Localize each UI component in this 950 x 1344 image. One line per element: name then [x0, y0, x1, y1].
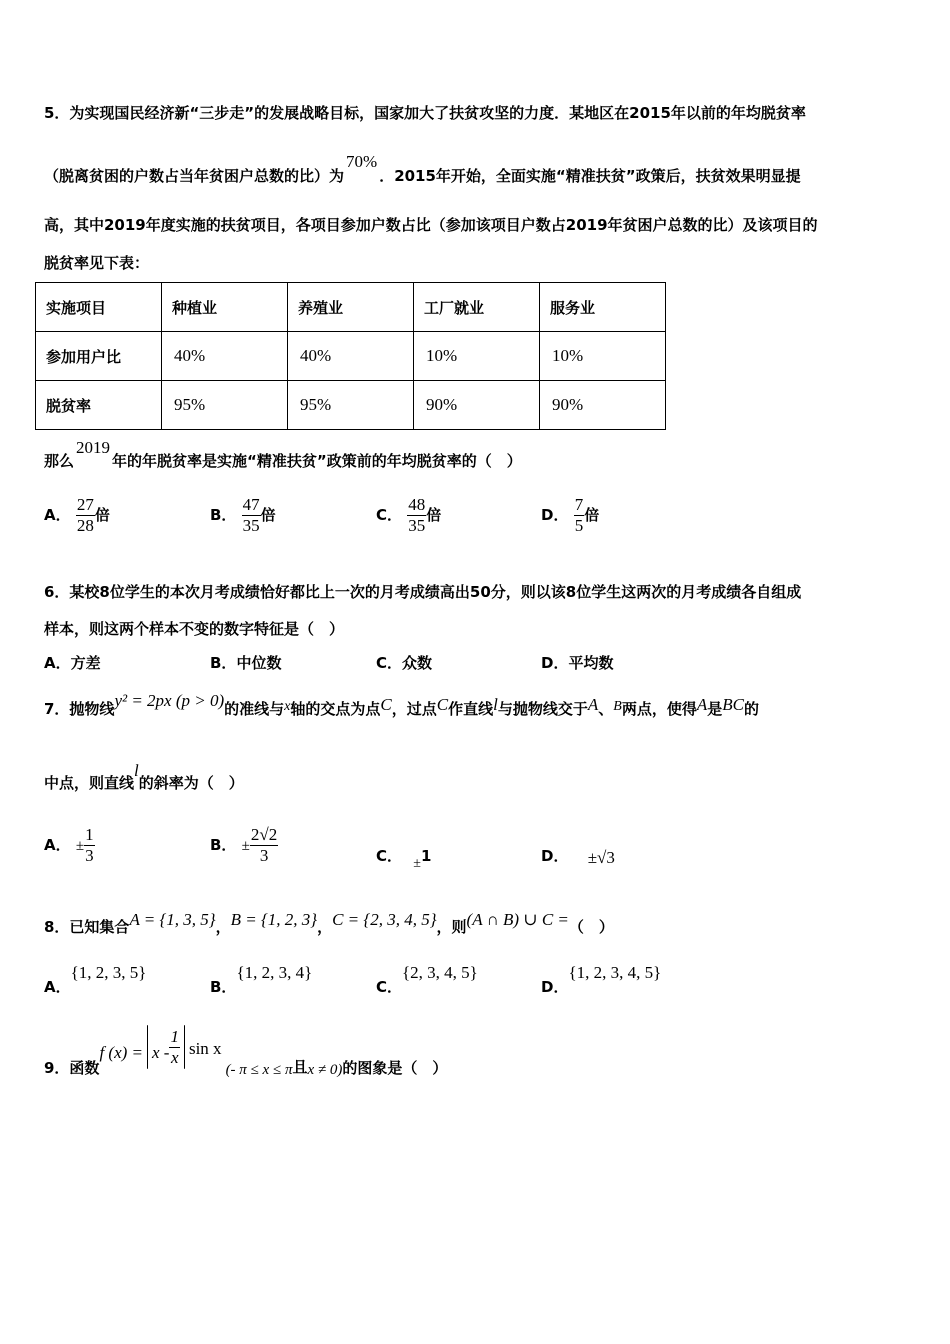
- q8-option-b: [210, 962, 313, 996]
- q8-expression: (A ∩ B) ∪ C =: [466, 910, 569, 929]
- q9-condition: (- π ≤ x ≤ π: [225, 1061, 293, 1078]
- q6-line2: 样本，则这两个样本不变的数字特征是（ ）: [44, 620, 345, 638]
- fraction-denominator: 3: [259, 846, 269, 865]
- q9-and: 且: [292, 1057, 308, 1076]
- q7-var-a: A: [696, 695, 708, 714]
- option-value: {1, 2, 3, 5}: [70, 963, 147, 982]
- option-label: D．: [541, 847, 569, 865]
- option-suffix: 倍: [94, 506, 110, 524]
- option-suffix: 倍: [584, 506, 600, 524]
- fraction-numerator: 1: [85, 825, 94, 844]
- fraction-denominator: 5: [574, 516, 584, 535]
- fraction: [574, 495, 585, 536]
- q7-text: 轴的交点为点: [290, 700, 381, 718]
- option-label: B．: [210, 978, 237, 996]
- table-header-row: [36, 283, 666, 332]
- q6-line1: 6．某校8位学生的本次月考成绩恰好都比上一次的月考成绩高出50分，则以该8位学生这两次的月考成绩各自组成: [44, 583, 802, 601]
- q5-year: 2019: [76, 438, 111, 457]
- option-label: D．: [541, 978, 569, 996]
- q7-text: 、: [598, 700, 614, 718]
- q7-text: 是: [707, 700, 723, 718]
- option-label: D．: [541, 654, 569, 672]
- q6-option-c: [376, 652, 432, 673]
- option-label: C．: [376, 506, 403, 524]
- q7-equation: y² = 2px (p > 0): [114, 691, 225, 710]
- q8-set-c: C = {2, 3, 4, 5}: [332, 910, 437, 929]
- option-value: ±√3: [587, 848, 615, 867]
- q7-line2: [44, 761, 244, 793]
- q8-text: ，则: [436, 918, 467, 936]
- table-header-cell: 服务业: [540, 283, 666, 332]
- q9-condition: x ≠ 0): [307, 1061, 343, 1078]
- q5-line2: [44, 152, 801, 186]
- q6-option-b: [210, 652, 281, 673]
- q7-option-c: [376, 845, 432, 871]
- plus-minus: ±: [241, 838, 250, 854]
- option-label: C．: [376, 978, 403, 996]
- q9-left-paren: [147, 1025, 148, 1069]
- fraction: [169, 1027, 180, 1068]
- fraction-denominator: 28: [76, 516, 94, 535]
- q8-option-d: [541, 962, 662, 996]
- fraction-numerator: 47: [242, 495, 260, 514]
- fraction-numerator: 7: [574, 495, 584, 514]
- table-cell: 10%: [540, 332, 666, 381]
- table-header-cell: 种植业: [162, 283, 288, 332]
- q5-question-pre: 那么: [44, 452, 75, 470]
- q5-option-d: [541, 495, 599, 536]
- q5-table: [35, 282, 666, 430]
- q6-option-d: [541, 652, 613, 673]
- option-suffix: 倍: [260, 506, 276, 524]
- q7-line2-pre: 中点，则直线: [44, 774, 135, 792]
- q7-var-c: C: [380, 695, 392, 714]
- fraction-numerator: 27: [76, 495, 94, 514]
- table-cell: 90%: [540, 381, 666, 430]
- option-suffix: 倍: [426, 506, 442, 524]
- table-header-cell: 养殖业: [288, 283, 414, 332]
- q9-line: [44, 1025, 448, 1078]
- q7-var-l: l: [493, 695, 498, 714]
- fraction: [407, 495, 426, 536]
- table-row: [36, 332, 666, 381]
- table-cell: 95%: [288, 381, 414, 430]
- table-row: [36, 381, 666, 430]
- q8-pre: 8．已知集合: [44, 918, 130, 936]
- option-label: A．: [44, 978, 71, 996]
- fraction: [242, 495, 261, 536]
- q8-line: [44, 910, 614, 937]
- q8-option-c: [376, 962, 478, 996]
- table-cell: 40%: [162, 332, 288, 381]
- q8-text: （ ）: [568, 918, 614, 936]
- q5-question-post: 年的年脱贫率是实施“精准扶贫”政策前的年均脱贫率的（ ）: [112, 452, 522, 470]
- q9-pre: 9．函数: [44, 1058, 100, 1077]
- option-label: A．: [44, 506, 71, 524]
- option-label: A．: [44, 836, 71, 854]
- option-label: B．: [210, 654, 237, 672]
- option-value: {1, 2, 3, 4}: [236, 963, 313, 982]
- q9-sin: sin x: [188, 1038, 222, 1058]
- option-text: 方差: [70, 654, 101, 672]
- option-label: A．: [44, 654, 71, 672]
- table-row-label: 脱贫率: [36, 381, 162, 430]
- q6-option-a: [44, 652, 101, 673]
- fraction: [84, 825, 95, 866]
- fraction-denominator: 35: [408, 516, 426, 535]
- option-label: C．: [376, 654, 403, 672]
- q7-pre: 7．抛物线: [44, 700, 115, 718]
- q9-x-minus: x -: [152, 1042, 170, 1062]
- table-header-cell: 实施项目: [36, 283, 162, 332]
- q5-option-c: [376, 495, 441, 536]
- option-label: D．: [541, 506, 569, 524]
- table-cell: 95%: [162, 381, 288, 430]
- fraction-numerator: 1: [170, 1026, 179, 1046]
- table-header-cell: 工厂就业: [414, 283, 540, 332]
- fraction: [76, 495, 95, 536]
- table-row-label: 参加用户比: [36, 332, 162, 381]
- q9-function: f (x) =: [99, 1042, 143, 1062]
- option-label: B．: [210, 836, 237, 854]
- q8-text: ，: [317, 918, 333, 936]
- q5-line3: 高，其中2019年度实施的扶贫项目，各项目参加户数占比（参加该项目户数占2019年贫困户总数的比）及该项目的: [44, 216, 818, 234]
- table-cell: 10%: [414, 332, 540, 381]
- q5-line2-post: ．2015年开始，全面实施“精准扶贫”政策后，扶贫效果明显提: [379, 167, 801, 185]
- q8-text: ，: [215, 918, 231, 936]
- option-text: 中位数: [236, 654, 282, 672]
- option-label: B．: [210, 506, 237, 524]
- q7-var-b: B: [613, 699, 622, 714]
- q7-var-bc: BC: [722, 695, 744, 714]
- q5-line4: 脱贫率见下表：: [44, 254, 150, 272]
- plus-minus: ±: [413, 856, 421, 871]
- fraction-numerator: 2√2: [250, 825, 278, 844]
- q7-line2-post: 的斜率为（ ）: [138, 774, 244, 792]
- q7-var-l: l: [134, 761, 139, 780]
- q7-option-a: [44, 825, 95, 866]
- option-text: 平均数: [568, 654, 614, 672]
- q5-option-a: [44, 495, 110, 536]
- option-text: 众数: [402, 654, 433, 672]
- option-value: {1, 2, 3, 4, 5}: [568, 963, 662, 982]
- q8-set-a: A = {1, 3, 5}: [129, 910, 216, 929]
- q5-question: [44, 438, 522, 471]
- q5-line1: 5．为实现国民经济新“三步走”的发展战略目标，国家加大了扶贫攻坚的力度．某地区在2015年以前的年均脱贫率: [44, 104, 806, 122]
- q9-right-paren: [184, 1025, 185, 1069]
- q7-option-b: [210, 825, 278, 866]
- option-value: {2, 3, 4, 5}: [402, 963, 478, 982]
- fraction-denominator: x: [170, 1047, 179, 1067]
- fraction-denominator: 35: [242, 516, 260, 535]
- q5-line2-pre: （脱离贫困的户数占当年贫困户总数的比）为: [44, 167, 345, 185]
- fraction-numerator: 48: [408, 495, 426, 514]
- q7-text: 与抛物线交于: [497, 700, 588, 718]
- fraction: [250, 825, 278, 866]
- q5-rate: 70%: [346, 152, 378, 171]
- option-label: C．: [376, 847, 403, 865]
- q7-var-c: C: [436, 695, 449, 714]
- option-value: 1: [420, 847, 432, 865]
- q7-text: 作直线: [448, 700, 494, 718]
- q7-text: ，过点: [391, 700, 437, 718]
- q7-text: 的准线与: [224, 700, 285, 718]
- q5-option-b: [210, 495, 276, 536]
- q7-text: 的: [743, 700, 759, 718]
- q9-post: 的图象是（ ）: [342, 1058, 448, 1077]
- table-cell: 40%: [288, 332, 414, 381]
- q7-var-x: x: [284, 699, 291, 714]
- table-cell: 90%: [414, 381, 540, 430]
- q7-text: 两点，使得: [621, 700, 697, 718]
- plus-minus: ±: [75, 838, 85, 854]
- q7-line1: [44, 691, 759, 719]
- q7-option-d: [541, 845, 615, 866]
- fraction-denominator: 3: [85, 846, 94, 865]
- q7-var-a: A: [587, 695, 599, 714]
- q8-option-a: [44, 962, 147, 996]
- q8-set-b: B = {1, 2, 3}: [230, 910, 318, 929]
